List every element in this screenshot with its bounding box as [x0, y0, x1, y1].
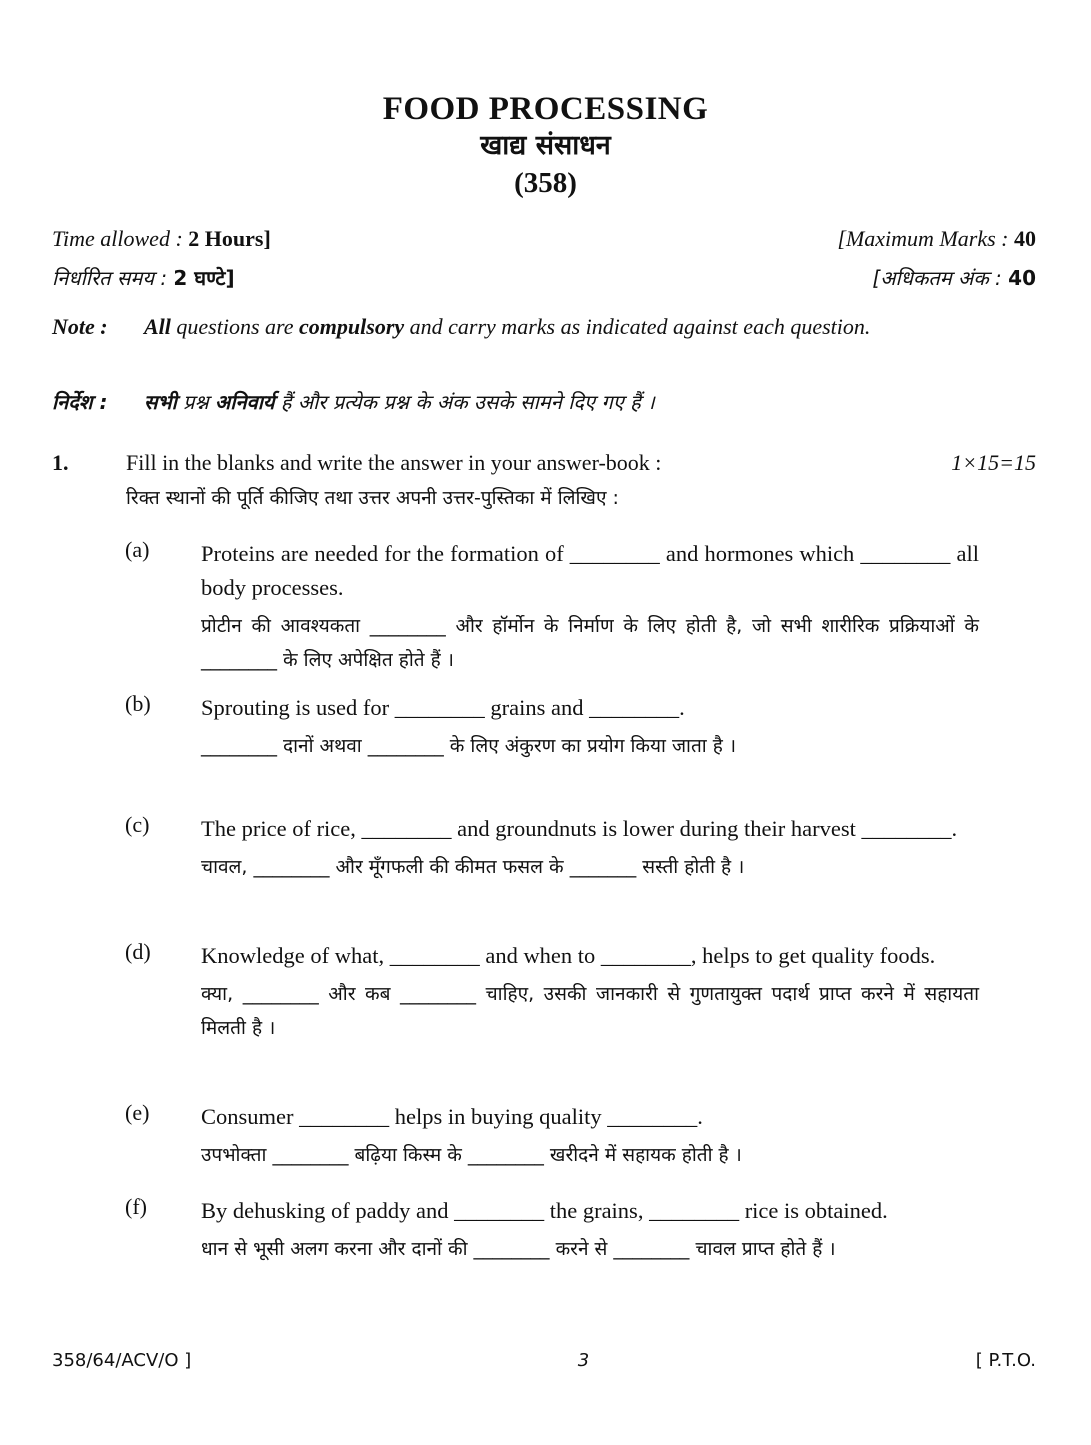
sub-text-hi: धान से भूसी अलग करना और दानों की ________ करने से ________ चावल प्राप्त होते हैं ।	[201, 1238, 836, 1260]
question-text: Fill in the blanks and write the answer in your answer-book :	[126, 450, 662, 475]
question-number: 1.	[52, 450, 69, 475]
note-english	[52, 312, 982, 342]
sub-label: (c)	[125, 812, 150, 837]
question-marks: 1×15=15	[951, 450, 1036, 475]
sub-text-en: By dehusking of paddy and ________ the grains, ________ rice is obtained.	[201, 1198, 888, 1223]
sub-label: (b)	[125, 691, 151, 716]
note-text-hindi: सभी प्रश्न अनिवार्य हैं और प्रत्येक प्रश्न के अंक उसके सामने दिए गए हैं ।	[144, 390, 655, 414]
please-turn-over: [ P.T.O.	[975, 1350, 1036, 1371]
sub-text-en: The price of rice, ________ and groundnuts is lower during their harvest ________.	[201, 816, 958, 841]
sub-label: (d)	[125, 939, 151, 964]
page-number: 3	[577, 1350, 590, 1371]
sub-text-hi: प्रोटीन की आवश्यकता ________ और हॉर्मोन के निर्माण के लिए होती है, जो सभी शारीरिक प्रक्रियाओं के ________ के लिए अपेक्षित होते हैं ।	[201, 615, 979, 671]
sub-text-hi: उपभोक्ता ________ बढ़िया किस्म के ________ खरीदने में सहायक होती है ।	[201, 1144, 742, 1166]
paper-series-code: 358/64/ACV/O ]	[52, 1350, 192, 1371]
page-footer	[52, 1350, 1036, 1371]
note-text: All questions are compulsory and carry marks as indicated against each question.	[144, 314, 871, 339]
sub-text-en: Sprouting is used for ________ grains and ________.	[201, 695, 685, 720]
time-allowed-hindi: निर्धारित समय : 2 घण्टे]	[52, 266, 235, 290]
sub-label: (f)	[125, 1194, 147, 1219]
paper-title-hindi: खाद्य संसाधन	[480, 130, 611, 161]
title-block	[0, 90, 1091, 202]
maximum-marks-hindi: [अधिकतम अंक : 40	[872, 266, 1036, 290]
note-label: Note :	[52, 314, 108, 339]
meta-row-english	[52, 226, 1036, 252]
sub-label: (a)	[125, 537, 150, 562]
meta-row-hindi	[52, 264, 1036, 291]
sub-text-en: Proteins are needed for the formation of ________ and hormones which ________ all body processes.	[201, 541, 979, 600]
sub-text-en: Consumer ________ helps in buying quality ________.	[201, 1104, 703, 1129]
sub-text-hi: ________ दानों अथवा ________ के लिए अंकुरण का प्रयोग किया जाता है ।	[201, 735, 737, 757]
sub-label: (e)	[125, 1100, 150, 1125]
sub-text-hi: क्या, ________ और कब ________ चाहिए, उसकी जानकारी से गुणतायुक्त पदार्थ प्राप्त करने में सहायता मिलती है ।	[201, 983, 979, 1039]
question-text-hindi: रिक्त स्थानों की पूर्ति कीजिए तथा उत्तर अपनी उत्तर-पुस्तिका में लिखिए :	[126, 487, 619, 509]
note-label-hindi: निर्देश :	[52, 390, 108, 414]
time-allowed: Time allowed : 2 Hours]	[52, 226, 271, 251]
paper-code: (358)	[514, 167, 577, 199]
note-hindi	[52, 388, 1036, 415]
maximum-marks: [Maximum Marks : 40	[837, 226, 1036, 251]
paper-title: FOOD PROCESSING	[382, 91, 709, 127]
sub-text-hi: चावल, ________ और मूँगफली की कीमत फसल के _______ सस्ती होती है ।	[201, 856, 745, 878]
sub-text-en: Knowledge of what, ________ and when to ________, helps to get quality foods.	[201, 943, 936, 968]
